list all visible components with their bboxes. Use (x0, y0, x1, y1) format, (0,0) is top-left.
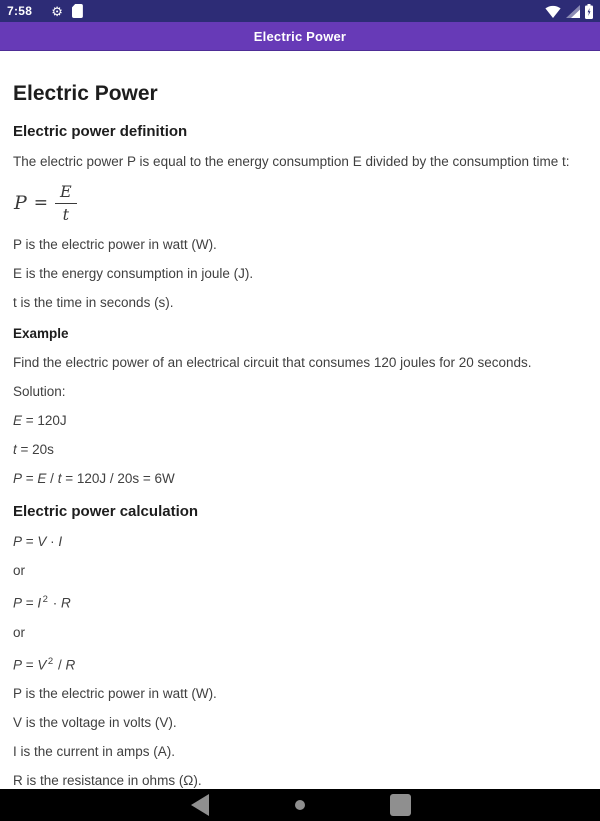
content-scroll-area[interactable] (0, 51, 600, 789)
status-bar (0, 0, 600, 22)
formula-denominator: t (62, 204, 70, 224)
example-solution-label: Solution: (13, 384, 66, 399)
calc-line-or-2: or (13, 624, 26, 640)
calc-line-or-1: or (13, 563, 26, 578)
calc-note-i: I is the current in amps (A). (13, 744, 176, 759)
back-icon (190, 794, 210, 816)
back-button[interactable] (176, 789, 224, 821)
example-step-t: t = 20s (13, 442, 54, 457)
definition-note-p: P is the electric power in watt (W). (13, 237, 217, 252)
recents-icon (390, 794, 411, 816)
calc-note-r: R is the resistance in ohms (Ω). (13, 773, 202, 788)
sd-card-icon (72, 4, 83, 18)
definition-note-t: t is the time in seconds (s). (13, 295, 174, 310)
app-bar (0, 22, 600, 51)
example-step-result: P = E / t = 120J / 20s = 6W (13, 471, 175, 486)
calc-note-p: P is the electric power in watt (W). (13, 686, 217, 701)
status-bar-left (7, 4, 83, 18)
example-problem: Find the electric power of an electrical circuit that consumes 120 joules for 20 seconds. (13, 355, 532, 370)
section-heading-calculation: Electric power calculation (13, 503, 199, 520)
formula-numerator: E (55, 184, 77, 204)
status-bar-right (545, 4, 593, 19)
calc-line-v2r: P = V $^2$ / R (13, 655, 76, 672)
formula-equals: = (33, 193, 49, 213)
wifi-icon (545, 5, 561, 18)
section-heading-example: Example (13, 326, 69, 341)
formula-p-equals-e-over-t (14, 182, 586, 224)
settings-icon: ⚙ (51, 3, 63, 19)
navigation-bar (0, 789, 600, 821)
calc-line-i2r: P = I $^2$ · R (13, 594, 71, 611)
app-bar-title: Electric Power (253, 28, 347, 44)
formula-lhs: P (14, 192, 27, 214)
section-heading-definition: Electric power definition (13, 123, 188, 140)
battery-icon (585, 4, 593, 19)
calc-line-vi: P = V · I (13, 534, 63, 549)
definition-note-e: E is the energy consumption in joule (J). (13, 266, 254, 281)
cell-signal-icon (566, 5, 580, 18)
clock-text: 7:58 (7, 4, 33, 18)
home-button[interactable] (276, 789, 324, 821)
page-title: Electric Power (13, 82, 158, 105)
recents-button[interactable] (376, 789, 424, 821)
definition-intro: The electric power P is equal to the energy consumption E divided by the consumption time t: (13, 154, 570, 169)
calc-note-v: V is the voltage in volts (V). (13, 715, 177, 730)
example-step-e: E = 120J (13, 413, 67, 428)
formula-fraction (55, 181, 77, 224)
home-icon (295, 800, 305, 810)
